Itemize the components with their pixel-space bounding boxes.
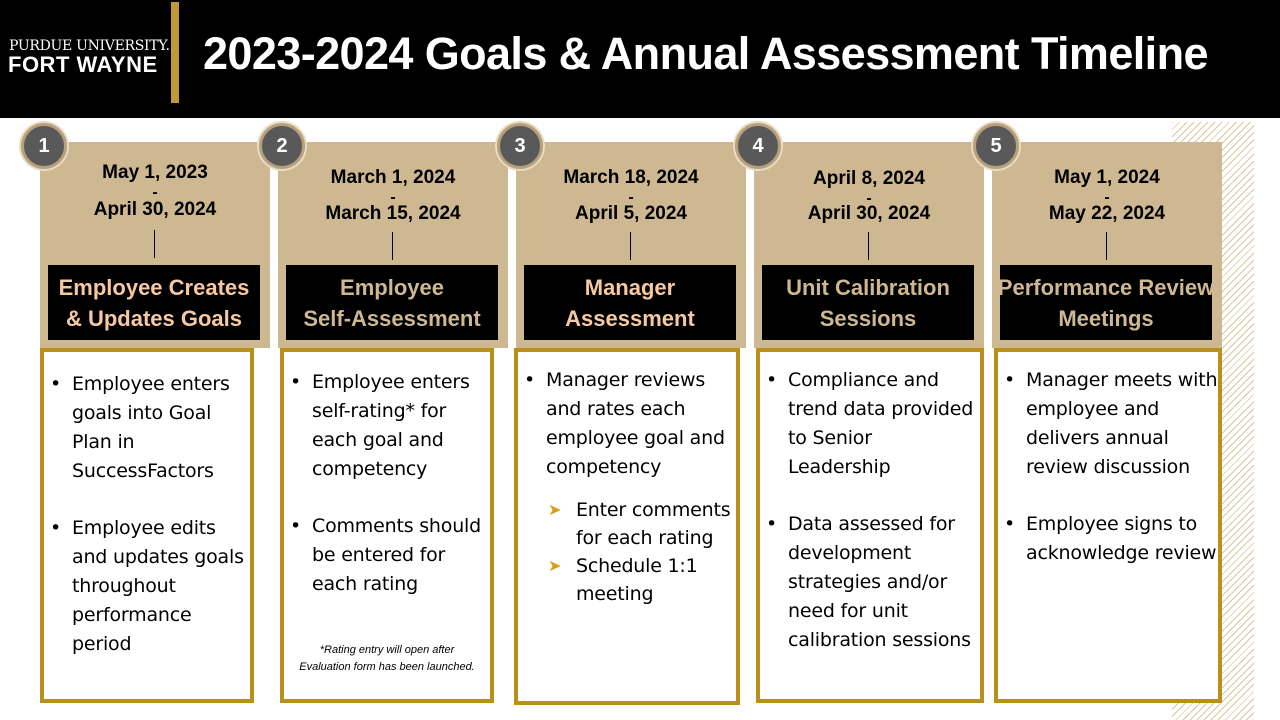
step-start-date: March 18, 2024	[563, 167, 699, 188]
phase-title-line2: Assessment	[565, 305, 695, 331]
date-separator: -	[390, 189, 396, 206]
detail-bullet: • Employee enters goals into Goal Plan in SuccessFactors	[44, 370, 250, 486]
phase-title-line1: Manager	[584, 274, 676, 300]
step-number-badge: 5	[973, 123, 1019, 169]
arrow-bullet-icon: ➤	[548, 500, 562, 519]
detail-bullet: • Employee edits and updates goals throughout performance period	[44, 514, 250, 659]
logo-campus-name: FORT WAYNE	[8, 52, 158, 77]
sub-bullet	[518, 496, 736, 552]
timeline-step-3	[516, 0, 746, 720]
step-end-date: March 15, 2024	[325, 203, 461, 224]
step-end-date: April 30, 2024	[807, 203, 931, 224]
sub-bullet	[518, 552, 736, 608]
timeline-step-2	[278, 0, 508, 720]
phase-title-line2: Meetings	[1058, 305, 1154, 331]
footnote-line2: Evaluation form has been launched.	[299, 661, 475, 673]
step-phase-title	[48, 265, 260, 340]
footnote-line1: *Rating entry will open after	[319, 644, 455, 656]
phase-title-line2: Self-Assessment	[303, 305, 481, 331]
date-separator: -	[152, 184, 158, 201]
step-start-date: May 1, 2023	[102, 162, 208, 183]
detail-bullet: • Employee enters self-rating* for each goal and competency	[284, 368, 490, 484]
step-end-date: May 22, 2024	[1048, 203, 1166, 224]
detail-bullet: • Employee signs to acknowledge review	[998, 510, 1218, 568]
connector-line	[154, 230, 155, 258]
step-phase-title	[524, 265, 736, 340]
phase-title-line1: Employee Creates	[58, 274, 250, 300]
phase-title-line2: Sessions	[819, 305, 917, 331]
footnote	[284, 642, 490, 676]
timeline-step-4	[754, 0, 984, 720]
date-separator: -	[866, 190, 872, 207]
logo-university-name: PURDUE UNIVERSITY.	[9, 38, 170, 54]
date-separator: -	[628, 189, 634, 206]
sub-bullet-text: Enter comments for each rating	[576, 499, 731, 549]
step-phase-title	[997, 265, 1215, 340]
step-number-badge: 3	[497, 123, 543, 169]
step-end-date: April 30, 2024	[93, 199, 217, 220]
step-start-date: March 1, 2024	[330, 167, 456, 188]
phase-title-line2: & Updates Goals	[65, 305, 243, 331]
step-number-badge: 2	[259, 123, 305, 169]
sub-bullet-text: Schedule 1:1 meeting	[576, 555, 698, 605]
connector-line	[1106, 232, 1107, 260]
timeline-step-1	[40, 0, 270, 720]
connector-line	[868, 232, 869, 260]
arrow-bullet-icon: ➤	[548, 556, 562, 575]
date-separator: -	[1104, 189, 1110, 206]
detail-bullet: • Manager reviews and rates each employee goal and competency	[518, 366, 736, 482]
detail-bullet: • Compliance and trend data provided to Senior Leadership	[760, 366, 980, 482]
connector-line	[630, 232, 631, 260]
step-details-card	[280, 348, 494, 703]
connector-line	[392, 232, 393, 260]
step-start-date: April 8, 2024	[813, 168, 925, 189]
detail-bullet: • Data assessed for development strategies and/or need for unit calibration sessions	[760, 510, 980, 655]
step-phase-title	[286, 265, 498, 340]
step-details-card	[756, 348, 984, 703]
step-start-date: May 1, 2024	[1054, 167, 1160, 188]
step-phase-title	[762, 265, 974, 340]
detail-bullet: • Manager meets with employee and delivers annual review discussion	[998, 366, 1218, 482]
step-end-date: April 5, 2024	[575, 203, 687, 224]
step-details-card	[994, 348, 1222, 703]
phase-title-line1: Unit Calibration	[786, 274, 950, 300]
step-details-card	[40, 348, 254, 703]
page-title: 2023-2024 Goals & Annual Assessment Timeline	[203, 28, 1208, 79]
timeline-step-5	[992, 0, 1222, 720]
phase-title-line1: Employee	[340, 274, 444, 300]
step-details-card	[514, 348, 740, 705]
step-number-badge: 4	[735, 123, 781, 169]
phase-title-line1: Performance Review	[997, 274, 1215, 300]
detail-bullet: • Comments should be entered for each rating	[284, 512, 490, 599]
step-number-badge: 1	[21, 123, 67, 169]
